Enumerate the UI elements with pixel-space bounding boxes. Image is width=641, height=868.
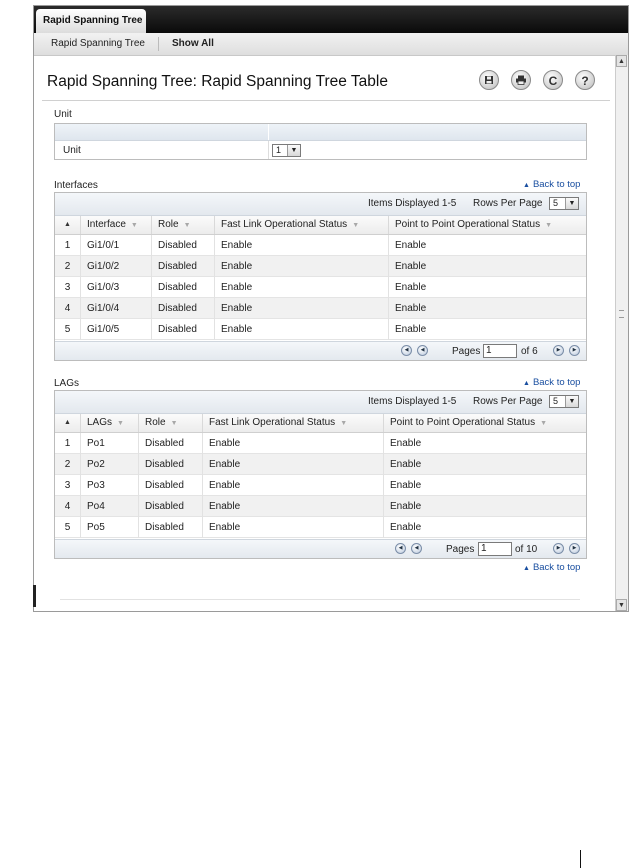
footer-divider (60, 599, 580, 600)
back-to-top-link[interactable]: ▲ Back to top (523, 377, 581, 388)
items-displayed: Items Displayed 1-5 (368, 396, 457, 407)
last-page-icon[interactable]: ▶ (569, 345, 580, 356)
col-header-p2p[interactable]: Point to Point Operational Status ▼ (390, 417, 548, 428)
scroll-down-icon[interactable]: ▼ (616, 599, 627, 611)
interfaces-pager (55, 341, 586, 361)
unit-row (55, 141, 586, 159)
pages-label: Pages (446, 544, 475, 555)
interfaces-table-toolbar (55, 193, 586, 216)
interfaces-section-label: Interfaces (54, 180, 98, 191)
window-edge-marker (33, 585, 36, 607)
sort-index-icon[interactable]: ▲ (55, 216, 81, 234)
unit-section-label: Unit (54, 109, 72, 120)
table-row[interactable]: 5 Gi1/0/5 Disabled Enable Enable (55, 319, 586, 340)
up-arrow-icon: ▲ (523, 380, 530, 387)
subnav-divider (158, 37, 159, 51)
page-title: Rapid Spanning Tree: Rapid Spanning Tree Table (47, 73, 388, 90)
table-row[interactable]: 4 Gi1/0/4 Disabled Enable Enable (55, 298, 586, 319)
table-row[interactable]: 1 Gi1/0/1 Disabled Enable Enable (55, 235, 586, 256)
col-header-fast-link[interactable]: Fast Link Operational Status ▼ (203, 414, 384, 432)
unit-field-label: Unit (63, 145, 81, 156)
chevron-down-icon: ▼ (287, 145, 300, 156)
table-row[interactable]: 3 Po3 Disabled Enable Enable (55, 475, 586, 496)
unit-header (55, 124, 586, 141)
rows-per-page-select[interactable]: 5 ▼ (549, 395, 579, 408)
col-header-fast-link[interactable]: Fast Link Operational Status ▼ (215, 216, 389, 234)
scroll-grip-icon[interactable] (619, 310, 624, 318)
page-number-input[interactable]: 1 (483, 344, 517, 358)
first-page-icon[interactable]: ◀ (401, 345, 412, 356)
back-to-top-link[interactable]: ▲ Back to top (523, 179, 581, 190)
prev-page-icon[interactable]: ◀ (417, 345, 428, 356)
sub-navigation (34, 33, 628, 56)
interfaces-table (54, 192, 587, 361)
page-count: of 6 (521, 346, 538, 357)
sort-index-icon[interactable]: ▲ (55, 414, 81, 432)
last-page-icon[interactable]: ▶ (569, 543, 580, 554)
table-row[interactable]: 5 Po5 Disabled Enable Enable (55, 517, 586, 538)
table-row[interactable]: 3 Gi1/0/3 Disabled Enable Enable (55, 277, 586, 298)
next-page-icon[interactable]: ▶ (553, 543, 564, 554)
next-page-icon[interactable]: ▶ (553, 345, 564, 356)
table-row[interactable]: 2 Gi1/0/2 Disabled Enable Enable (55, 256, 586, 277)
scroll-up-icon[interactable]: ▲ (616, 55, 627, 67)
pages-label: Pages (452, 346, 481, 357)
page-corner-mark (580, 850, 581, 868)
page-number-input[interactable]: 1 (478, 542, 512, 556)
print-icon[interactable] (511, 70, 531, 90)
col-header-p2p[interactable]: Point to Point Operational Status ▼ (395, 219, 553, 230)
up-arrow-icon: ▲ (523, 182, 530, 189)
vertical-scrollbar[interactable] (615, 55, 628, 611)
chevron-down-icon: ▼ (565, 396, 578, 407)
lags-table-toolbar (55, 391, 586, 414)
lags-pager (55, 539, 586, 559)
prev-page-icon[interactable]: ◀ (411, 543, 422, 554)
lags-section-label: LAGs (54, 378, 80, 389)
subnav-rapid-spanning-tree[interactable]: Rapid Spanning Tree (51, 38, 145, 49)
unit-select[interactable]: 1 ▼ (272, 144, 301, 157)
col-header-role[interactable]: Role ▼ (152, 216, 215, 234)
subnav-show-all[interactable]: Show All (172, 38, 214, 49)
chevron-down-icon: ▼ (565, 198, 578, 209)
save-icon[interactable] (479, 70, 499, 90)
col-header-lags[interactable]: LAGs ▼ (81, 414, 139, 432)
rows-per-page-label: Rows Per Page (473, 198, 543, 209)
lags-table (54, 390, 587, 559)
col-header-role[interactable]: Role ▼ (139, 414, 203, 432)
table-row[interactable]: 4 Po4 Disabled Enable Enable (55, 496, 586, 517)
rows-per-page-label: Rows Per Page (473, 396, 543, 407)
items-displayed: Items Displayed 1-5 (368, 198, 457, 209)
interfaces-header-row (55, 216, 586, 235)
lags-header-row (55, 414, 586, 433)
back-to-top-link-bottom[interactable]: ▲ Back to top (523, 562, 581, 573)
tab-bar (34, 6, 628, 33)
title-divider (42, 100, 610, 101)
unit-box (54, 123, 587, 160)
app-window (33, 5, 629, 612)
table-row[interactable]: 1 Po1 Disabled Enable Enable (55, 433, 586, 454)
help-icon[interactable]: ? (575, 70, 595, 90)
page-count: of 10 (515, 544, 538, 555)
rows-per-page-select[interactable]: 5 ▼ (549, 197, 579, 210)
first-page-icon[interactable]: ◀ (395, 543, 406, 554)
refresh-icon[interactable]: C (543, 70, 563, 90)
up-arrow-icon: ▲ (523, 565, 530, 572)
col-header-interface[interactable]: Interface ▼ (81, 216, 152, 234)
tab-rapid-spanning-tree[interactable]: Rapid Spanning Tree (36, 9, 146, 33)
table-row[interactable]: 2 Po2 Disabled Enable Enable (55, 454, 586, 475)
